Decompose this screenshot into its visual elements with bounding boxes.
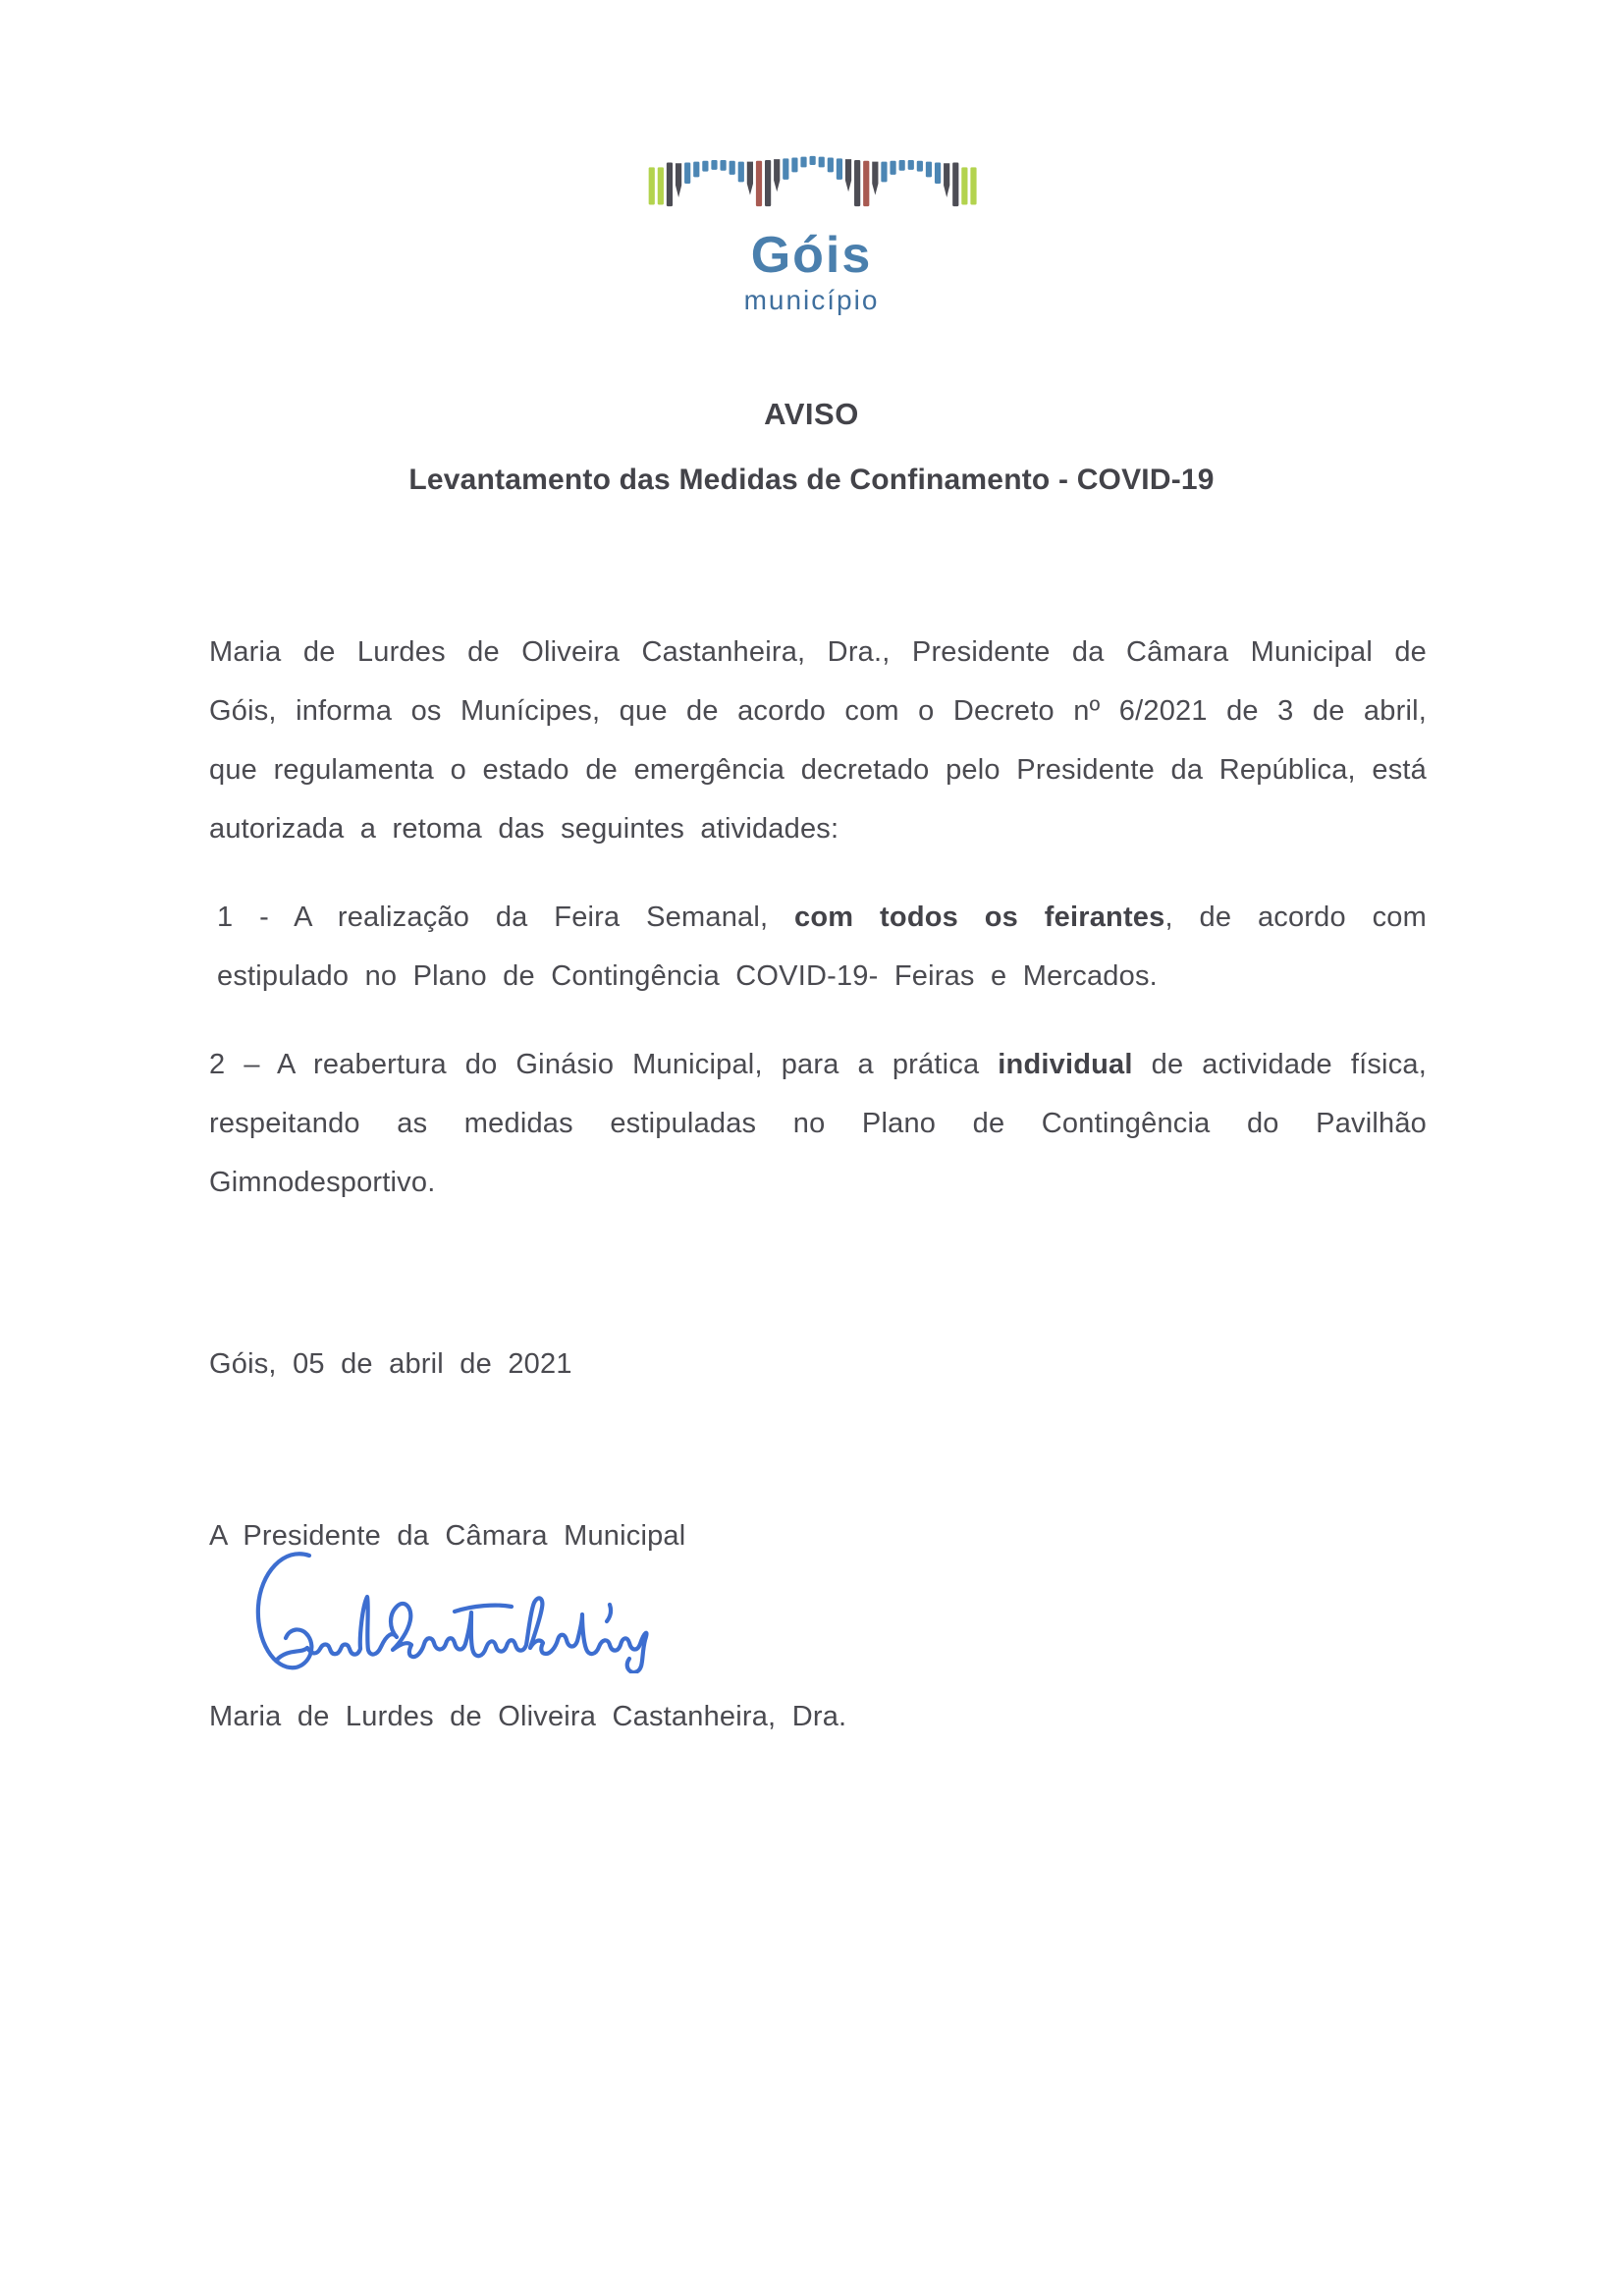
- bridge-arches-icon: [647, 149, 977, 213]
- intro-paragraph: Maria de Lurdes de Oliveira Castanheira, Dra., Presidente da Câmara Municipal de Góis, informa os Munícipes, que de acordo com o Decreto nº 6/2021 de 3 de abril, que regulamenta o estado de emergência decretado pelo Presidente da República, está autorizada a retoma das seguintes atividades:: [209, 636, 1427, 845]
- signature-role-line: A Presidente da Câmara Municipal: [209, 1520, 686, 1552]
- document-subtitle: Levantamento das Medidas de Confinamento - COVID-19: [408, 464, 1215, 496]
- logo-wordmark: Góis: [750, 227, 873, 284]
- logo-subtitle: município: [743, 285, 880, 315]
- list-item-2: 2 – A reabertura do Ginásio Municipal, para a prática individual de actividade física, respeitando as medidas estipuladas no Plano de Contingência do Pavilhão Gimnodesportivo.: [209, 1049, 1427, 1198]
- list-item-1: 1 - A realização da Feira Semanal, com todos os feirantes, de acordo com estipulado no Plano de Contingência COVID-19- Feiras e Mercados.: [217, 902, 1427, 992]
- municipality-logo: [0, 0, 1623, 314]
- signatory-name-line: Maria de Lurdes de Oliveira Castanheira, Dra.: [209, 1701, 847, 1732]
- date-line: Góis, 05 de abril de 2021: [209, 1348, 572, 1380]
- document-title: AVISO: [764, 397, 859, 431]
- document-body: [209, 623, 1427, 1746]
